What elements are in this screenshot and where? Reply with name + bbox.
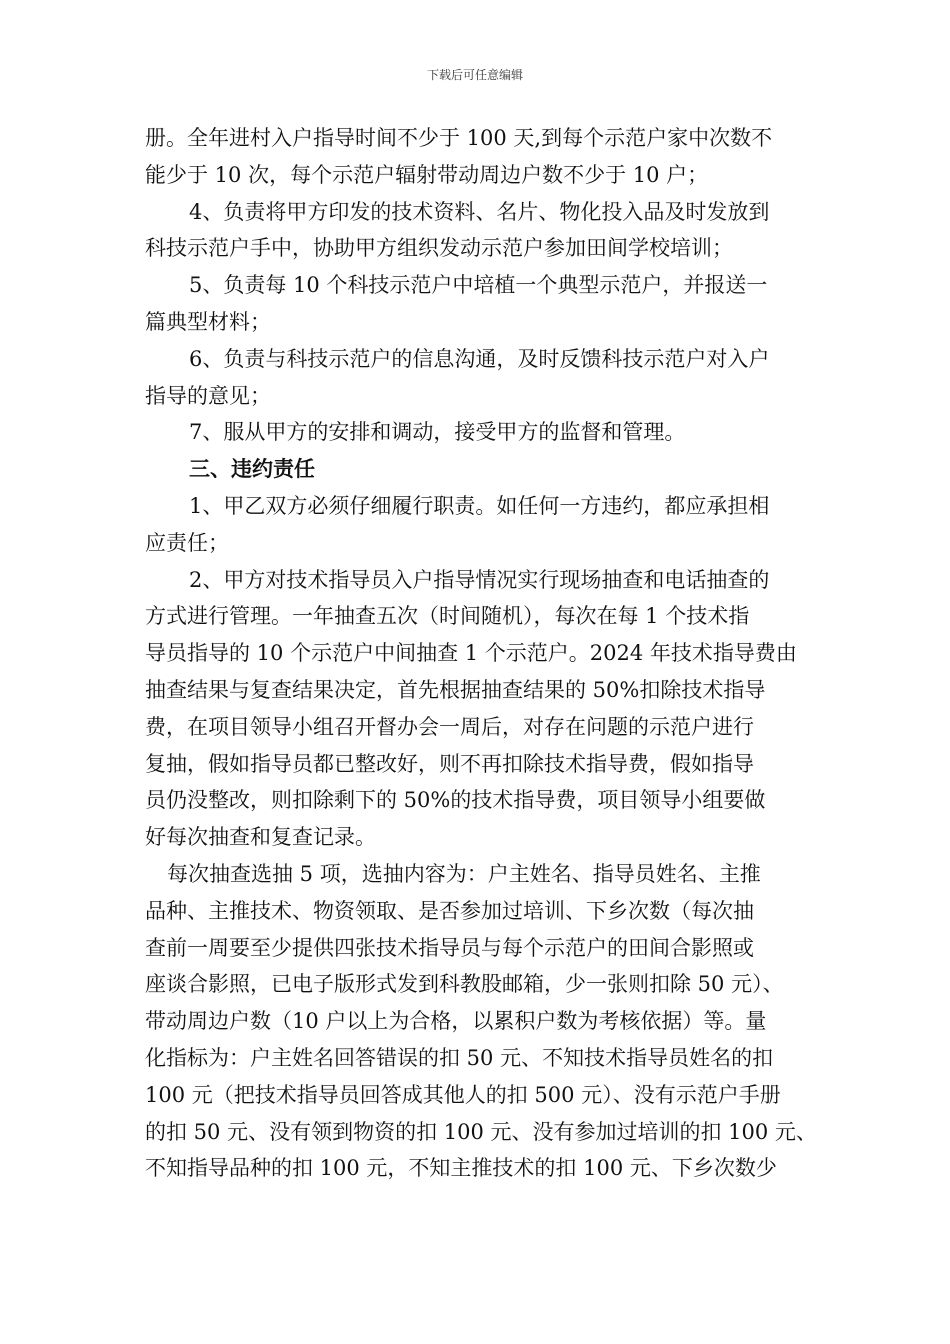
text-line: 好每次抽查和复查记录。	[145, 825, 376, 850]
text-line: 品种、主推技术、物资领取、是否参加过培训、下乡次数（每次抽	[145, 898, 754, 923]
text-line: 6、负责与科技示范户的信息沟通，及时反馈科技示范户对入户	[189, 346, 770, 371]
text-line: 导员指导的 10 个示范户中间抽查 1 个示范户。2024 年技术指导费由	[145, 641, 797, 666]
text-line: 5、负责每 10 个科技示范户中培植一个典型示范户，并报送一	[189, 273, 768, 298]
text-line: 化指标为：户主姓名回答错误的扣 50 元、不知技术指导员姓名的扣	[145, 1045, 774, 1070]
text-line: 7、服从甲方的安排和调动，接受甲方的监督和管理。	[189, 420, 686, 445]
section-heading: 三、违约责任	[189, 456, 315, 482]
text-line: 抽查结果与复查结果决定，首先根据抽查结果的 50%扣除技术指导	[145, 677, 766, 702]
text-line: 应责任；	[145, 530, 229, 555]
text-line: 方式进行管理。一年抽查五次（时间随机），每次在每 1 个技术指	[145, 604, 750, 629]
page-header: 下载后可任意编辑	[426, 68, 523, 82]
text-line: 复抽，假如指导员都已整改好，则不再扣除技术指导费，假如指导	[145, 751, 754, 776]
document-body	[145, 120, 817, 1187]
text-line: 带动周边户数（10 户以上为合格，以累积户数为考核依据）等。量	[145, 1009, 767, 1034]
text-line: 指导的意见；	[145, 383, 271, 408]
text-line: 的扣 50 元、没有领到物资的扣 100 元、没有参加过培训的扣 100 元、	[145, 1119, 817, 1144]
text-line: 100 元（把技术指导员回答成其他人的扣 500 元）、没有示范户手册	[145, 1082, 781, 1107]
text-line: 册。全年进村入户指导时间不少于 100 天,到每个示范户家中次数不	[145, 126, 773, 150]
text-line: 员仍没整改，则扣除剩下的 50%的技术指导费，项目领导小组要做	[145, 788, 766, 813]
text-line: 2、甲方对技术指导员入户指导情况实行现场抽查和电话抽查的	[189, 567, 770, 592]
text-line: 查前一周要至少提供四张技术指导员与每个示范户的田间合影照或	[145, 935, 754, 960]
text-line: 篇典型材料；	[145, 309, 271, 334]
text-line: 不知指导品种的扣 100 元，不知主推技术的扣 100 元、下乡次数少	[145, 1156, 777, 1181]
text-line: 能少于 10 次，每个示范户辐射带动周边户数不少于 10 户；	[145, 162, 709, 187]
text-line: 4、负责将甲方印发的技术资料、名片、物化投入品及时发放到	[189, 199, 770, 224]
text-line: 每次抽查选抽 5 项，选抽内容为：户主姓名、指导员姓名、主推	[167, 861, 761, 886]
text-line: 费，在项目领导小组召开督办会一周后，对存在问题的示范户进行	[145, 714, 754, 739]
text-line: 座谈合影照，已电子版形式发到科教股邮箱，少一张则扣除 50 元）、	[145, 972, 784, 997]
text-line: 1、甲乙双方必须仔细履行职责。如任何一方违约，都应承担相	[189, 493, 770, 518]
text-line: 科技示范户手中，协助甲方组织发动示范户参加田间学校培训；	[145, 236, 733, 261]
